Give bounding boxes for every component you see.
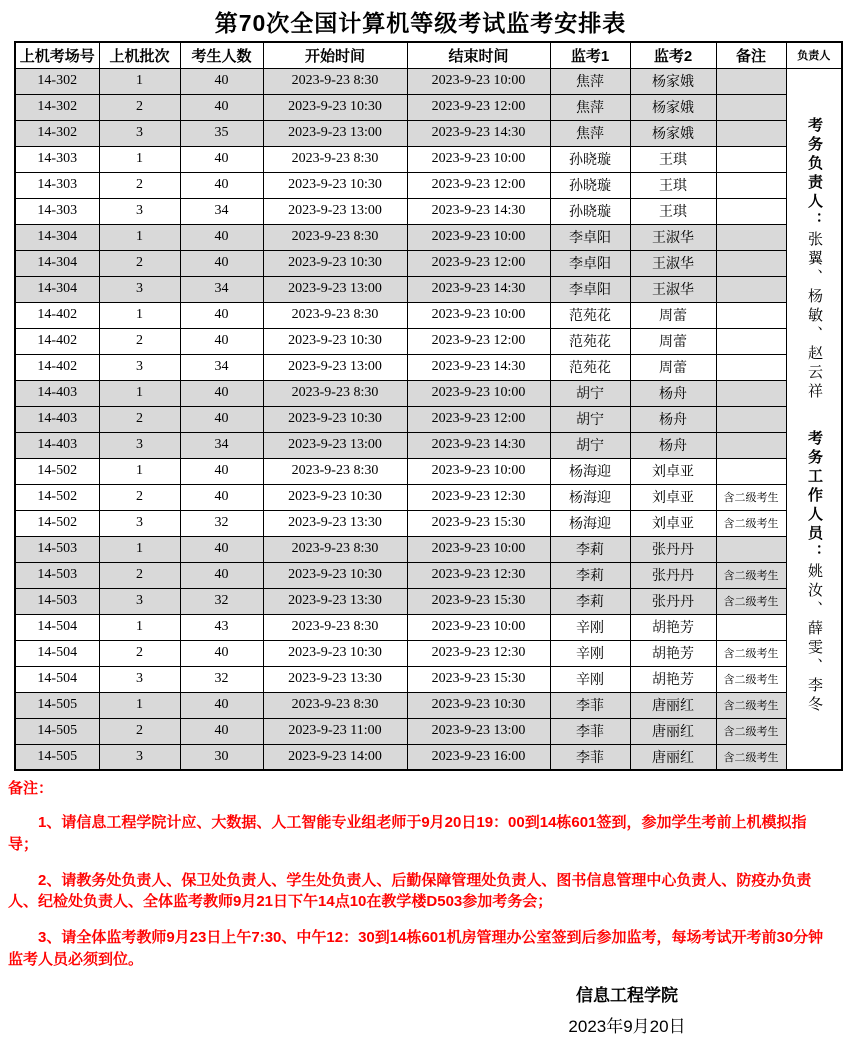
responsible-group1-label: 考务负责人： [806, 117, 823, 232]
cell-start-time: 2023-9-23 8:30 [263, 692, 407, 718]
cell-end-time: 2023-9-23 15:30 [407, 666, 550, 692]
cell-remark [716, 458, 786, 484]
cell-invigilator2: 唐丽红 [630, 744, 716, 770]
cell-count: 40 [180, 328, 263, 354]
table-header-row [15, 42, 842, 68]
cell-batch: 3 [99, 354, 180, 380]
responsible-cell [786, 68, 842, 770]
cell-start-time: 2023-9-23 8:30 [263, 68, 407, 94]
cell-start-time: 2023-9-23 8:30 [263, 146, 407, 172]
cell-room: 14-304 [15, 276, 99, 302]
cell-invigilator1: 孙晓璇 [550, 172, 630, 198]
cell-end-time: 2023-9-23 14:30 [407, 354, 550, 380]
cell-count: 32 [180, 588, 263, 614]
header-end-time: 结束时间 [407, 42, 550, 68]
cell-batch: 3 [99, 510, 180, 536]
cell-end-time: 2023-9-23 10:00 [407, 224, 550, 250]
cell-end-time: 2023-9-23 12:30 [407, 640, 550, 666]
header-invigilator2: 监考2 [630, 42, 716, 68]
cell-room: 14-402 [15, 354, 99, 380]
cell-remark [716, 120, 786, 146]
cell-room: 14-505 [15, 692, 99, 718]
cell-batch: 3 [99, 276, 180, 302]
cell-batch: 1 [99, 224, 180, 250]
cell-invigilator1: 孙晓璇 [550, 146, 630, 172]
cell-end-time: 2023-9-23 12:30 [407, 484, 550, 510]
cell-room: 14-504 [15, 666, 99, 692]
note-item-3: 3、请全体监考教师9月23日上午7:30、中午12：30到14栋601机房管理办公室签到后参加监考，每场考试开考前30分钟监考人员必须到位。 [8, 929, 824, 968]
cell-count: 40 [180, 250, 263, 276]
cell-invigilator2: 王淑华 [630, 250, 716, 276]
cell-batch: 2 [99, 640, 180, 666]
cell-invigilator1: 焦萍 [550, 120, 630, 146]
cell-batch: 2 [99, 172, 180, 198]
header-count: 考生人数 [180, 42, 263, 68]
cell-start-time: 2023-9-23 10:30 [263, 640, 407, 666]
cell-end-time: 2023-9-23 10:00 [407, 146, 550, 172]
cell-end-time: 2023-9-23 12:30 [407, 562, 550, 588]
cell-batch: 1 [99, 146, 180, 172]
table-row [15, 380, 842, 406]
table-row [15, 510, 842, 536]
cell-invigilator1: 范苑花 [550, 302, 630, 328]
cell-start-time: 2023-9-23 8:30 [263, 536, 407, 562]
header-batch: 上机批次 [99, 42, 180, 68]
notes-section [8, 777, 833, 971]
cell-end-time: 2023-9-23 14:30 [407, 120, 550, 146]
cell-count: 34 [180, 354, 263, 380]
cell-remark [716, 198, 786, 224]
cell-room: 14-304 [15, 250, 99, 276]
cell-invigilator2: 杨家娥 [630, 120, 716, 146]
cell-invigilator1: 李莉 [550, 562, 630, 588]
cell-start-time: 2023-9-23 14:00 [263, 744, 407, 770]
table-row [15, 328, 842, 354]
cell-count: 43 [180, 614, 263, 640]
page-title: 第70次全国计算机等级考试监考安排表 [214, 10, 627, 36]
header-responsible: 负责人 [786, 42, 842, 68]
cell-invigilator2: 唐丽红 [630, 692, 716, 718]
cell-batch: 1 [99, 68, 180, 94]
cell-end-time: 2023-9-23 10:00 [407, 68, 550, 94]
schedule-table [14, 41, 843, 771]
cell-room: 14-302 [15, 120, 99, 146]
table-row [15, 536, 842, 562]
cell-invigilator1: 辛刚 [550, 640, 630, 666]
cell-invigilator2: 唐丽红 [630, 718, 716, 744]
cell-start-time: 2023-9-23 8:30 [263, 380, 407, 406]
cell-end-time: 2023-9-23 15:30 [407, 588, 550, 614]
responsible-vertical-text [806, 117, 823, 715]
header-room: 上机考场号 [15, 42, 99, 68]
cell-invigilator2: 杨舟 [630, 432, 716, 458]
cell-invigilator2: 周蕾 [630, 302, 716, 328]
cell-invigilator1: 李莉 [550, 536, 630, 562]
cell-end-time: 2023-9-23 10:00 [407, 614, 550, 640]
cell-room: 14-304 [15, 224, 99, 250]
cell-remark [716, 354, 786, 380]
cell-batch: 1 [99, 614, 180, 640]
signature-date: 2023年9月20日 [568, 1016, 686, 1036]
cell-batch: 1 [99, 302, 180, 328]
signature-block [462, 981, 792, 1037]
cell-remark: 含二级考生 [716, 588, 786, 614]
cell-room: 14-504 [15, 614, 99, 640]
cell-count: 40 [180, 146, 263, 172]
cell-invigilator1: 孙晓璇 [550, 198, 630, 224]
cell-count: 34 [180, 276, 263, 302]
table-row [15, 562, 842, 588]
cell-invigilator1: 李莉 [550, 588, 630, 614]
cell-count: 40 [180, 94, 263, 120]
cell-end-time: 2023-9-23 10:00 [407, 536, 550, 562]
table-row [15, 172, 842, 198]
table-row [15, 666, 842, 692]
cell-count: 40 [180, 536, 263, 562]
cell-start-time: 2023-9-23 13:00 [263, 120, 407, 146]
cell-invigilator1: 李菲 [550, 692, 630, 718]
table-row [15, 614, 842, 640]
cell-batch: 2 [99, 94, 180, 120]
table-row [15, 146, 842, 172]
cell-start-time: 2023-9-23 13:00 [263, 354, 407, 380]
cell-room: 14-303 [15, 198, 99, 224]
cell-room: 14-502 [15, 458, 99, 484]
cell-count: 40 [180, 406, 263, 432]
cell-invigilator2: 周蕾 [630, 354, 716, 380]
cell-remark [716, 276, 786, 302]
cell-remark: 含二级考生 [716, 510, 786, 536]
table-row [15, 354, 842, 380]
cell-remark: 含二级考生 [716, 666, 786, 692]
cell-start-time: 2023-9-23 10:30 [263, 406, 407, 432]
cell-count: 35 [180, 120, 263, 146]
cell-batch: 3 [99, 198, 180, 224]
cell-room: 14-505 [15, 718, 99, 744]
cell-count: 40 [180, 302, 263, 328]
cell-invigilator2: 刘卓亚 [630, 484, 716, 510]
cell-count: 40 [180, 562, 263, 588]
responsible-group2-names: 姚汝、薛雯、李冬 [806, 563, 823, 716]
cell-end-time: 2023-9-23 10:00 [407, 302, 550, 328]
cell-invigilator2: 刘卓亚 [630, 458, 716, 484]
cell-count: 40 [180, 692, 263, 718]
table-row [15, 692, 842, 718]
cell-invigilator1: 李卓阳 [550, 224, 630, 250]
responsible-group1-names: 张翼、杨敏、赵云祥 [806, 231, 823, 403]
cell-remark [716, 432, 786, 458]
cell-room: 14-505 [15, 744, 99, 770]
cell-end-time: 2023-9-23 10:00 [407, 458, 550, 484]
cell-start-time: 2023-9-23 13:30 [263, 666, 407, 692]
table-row [15, 198, 842, 224]
notes-label: 备注： [8, 780, 54, 797]
cell-remark [716, 302, 786, 328]
cell-invigilator1: 杨海迎 [550, 458, 630, 484]
cell-room: 14-502 [15, 510, 99, 536]
cell-end-time: 2023-9-23 12:00 [407, 328, 550, 354]
cell-end-time: 2023-9-23 14:30 [407, 432, 550, 458]
cell-invigilator2: 刘卓亚 [630, 510, 716, 536]
cell-remark [716, 614, 786, 640]
cell-batch: 2 [99, 718, 180, 744]
cell-room: 14-302 [15, 94, 99, 120]
cell-count: 40 [180, 224, 263, 250]
cell-start-time: 2023-9-23 13:30 [263, 510, 407, 536]
cell-invigilator2: 胡艳芳 [630, 614, 716, 640]
cell-batch: 2 [99, 328, 180, 354]
cell-start-time: 2023-9-23 8:30 [263, 458, 407, 484]
table-row [15, 458, 842, 484]
cell-count: 40 [180, 68, 263, 94]
cell-end-time: 2023-9-23 16:00 [407, 744, 550, 770]
table-row [15, 302, 842, 328]
cell-invigilator1: 胡宁 [550, 432, 630, 458]
cell-batch: 3 [99, 588, 180, 614]
cell-start-time: 2023-9-23 13:30 [263, 588, 407, 614]
note-item-2: 2、请教务处负责人、保卫处负责人、学生处负责人、后勤保障管理处负责人、图书信息管理中心负责人、防疫办负责人、纪检处负责人、全体监考教师9月21日下午14点10在教学楼D503参加考务会； [8, 871, 812, 911]
cell-end-time: 2023-9-23 13:00 [407, 718, 550, 744]
cell-invigilator2: 周蕾 [630, 328, 716, 354]
cell-end-time: 2023-9-23 15:30 [407, 510, 550, 536]
cell-room: 14-503 [15, 588, 99, 614]
table-body [15, 68, 842, 770]
cell-start-time: 2023-9-23 10:30 [263, 94, 407, 120]
cell-start-time: 2023-9-23 11:00 [263, 718, 407, 744]
cell-count: 32 [180, 510, 263, 536]
table-row [15, 744, 842, 770]
cell-end-time: 2023-9-23 12:00 [407, 172, 550, 198]
cell-start-time: 2023-9-23 10:30 [263, 562, 407, 588]
cell-remark [716, 94, 786, 120]
cell-invigilator1: 焦萍 [550, 94, 630, 120]
cell-start-time: 2023-9-23 8:30 [263, 224, 407, 250]
note-item-1: 1、请信息工程学院计应、大数据、人工智能专业组老师于9月20日19：00到14栋601签到，参加学生考前上机模拟指导； [8, 814, 807, 853]
cell-batch: 2 [99, 250, 180, 276]
table-row [15, 94, 842, 120]
cell-invigilator2: 张丹丹 [630, 536, 716, 562]
cell-start-time: 2023-9-23 13:00 [263, 432, 407, 458]
cell-end-time: 2023-9-23 12:00 [407, 406, 550, 432]
cell-room: 14-302 [15, 68, 99, 94]
cell-invigilator1: 胡宁 [550, 406, 630, 432]
table-row [15, 250, 842, 276]
cell-remark: 含二级考生 [716, 744, 786, 770]
cell-batch: 3 [99, 666, 180, 692]
cell-count: 32 [180, 666, 263, 692]
cell-start-time: 2023-9-23 10:30 [263, 328, 407, 354]
header-start-time: 开始时间 [263, 42, 407, 68]
cell-invigilator1: 范苑花 [550, 354, 630, 380]
cell-invigilator1: 辛刚 [550, 666, 630, 692]
table-row [15, 432, 842, 458]
cell-invigilator2: 王琪 [630, 146, 716, 172]
cell-invigilator2: 王琪 [630, 172, 716, 198]
cell-room: 14-402 [15, 328, 99, 354]
cell-count: 40 [180, 718, 263, 744]
cell-end-time: 2023-9-23 14:30 [407, 276, 550, 302]
cell-end-time: 2023-9-23 12:00 [407, 250, 550, 276]
cell-room: 14-403 [15, 432, 99, 458]
cell-invigilator1: 李卓阳 [550, 250, 630, 276]
cell-start-time: 2023-9-23 8:30 [263, 614, 407, 640]
cell-invigilator2: 胡艳芳 [630, 666, 716, 692]
responsible-group2-label: 考务工作人员： [806, 430, 823, 564]
cell-batch: 3 [99, 744, 180, 770]
cell-start-time: 2023-9-23 8:30 [263, 302, 407, 328]
table-row [15, 224, 842, 250]
cell-start-time: 2023-9-23 10:30 [263, 172, 407, 198]
cell-count: 40 [180, 484, 263, 510]
cell-batch: 1 [99, 692, 180, 718]
cell-count: 40 [180, 380, 263, 406]
cell-invigilator2: 杨舟 [630, 380, 716, 406]
cell-remark [716, 224, 786, 250]
cell-count: 40 [180, 172, 263, 198]
cell-batch: 1 [99, 458, 180, 484]
cell-room: 14-504 [15, 640, 99, 666]
cell-remark [716, 536, 786, 562]
cell-invigilator2: 王淑华 [630, 224, 716, 250]
cell-invigilator2: 胡艳芳 [630, 640, 716, 666]
cell-invigilator1: 杨海迎 [550, 484, 630, 510]
cell-invigilator2: 杨舟 [630, 406, 716, 432]
cell-start-time: 2023-9-23 10:30 [263, 484, 407, 510]
cell-room: 14-403 [15, 406, 99, 432]
cell-remark: 含二级考生 [716, 718, 786, 744]
table-row [15, 484, 842, 510]
cell-start-time: 2023-9-23 10:30 [263, 250, 407, 276]
header-invigilator1: 监考1 [550, 42, 630, 68]
cell-invigilator1: 李菲 [550, 718, 630, 744]
table-row [15, 718, 842, 744]
table-row [15, 640, 842, 666]
cell-remark [716, 328, 786, 354]
cell-remark: 含二级考生 [716, 692, 786, 718]
table-row [15, 120, 842, 146]
cell-invigilator1: 杨海迎 [550, 510, 630, 536]
cell-invigilator1: 辛刚 [550, 614, 630, 640]
cell-invigilator2: 张丹丹 [630, 562, 716, 588]
cell-invigilator1: 范苑花 [550, 328, 630, 354]
cell-batch: 3 [99, 120, 180, 146]
cell-remark [716, 68, 786, 94]
table-row [15, 276, 842, 302]
cell-batch: 2 [99, 484, 180, 510]
cell-end-time: 2023-9-23 10:00 [407, 380, 550, 406]
cell-room: 14-303 [15, 172, 99, 198]
cell-end-time: 2023-9-23 14:30 [407, 198, 550, 224]
cell-remark [716, 172, 786, 198]
cell-remark: 含二级考生 [716, 562, 786, 588]
document-page [0, 5, 841, 1036]
cell-invigilator1: 李菲 [550, 744, 630, 770]
cell-invigilator2: 张丹丹 [630, 588, 716, 614]
cell-invigilator1: 焦萍 [550, 68, 630, 94]
cell-remark: 含二级考生 [716, 640, 786, 666]
cell-invigilator2: 杨家娥 [630, 68, 716, 94]
cell-invigilator1: 李卓阳 [550, 276, 630, 302]
cell-batch: 2 [99, 406, 180, 432]
cell-remark: 含二级考生 [716, 484, 786, 510]
cell-invigilator1: 胡宁 [550, 380, 630, 406]
cell-invigilator2: 王淑华 [630, 276, 716, 302]
header-remark: 备注 [716, 42, 786, 68]
cell-batch: 2 [99, 562, 180, 588]
cell-room: 14-402 [15, 302, 99, 328]
table-row [15, 406, 842, 432]
cell-end-time: 2023-9-23 10:30 [407, 692, 550, 718]
cell-count: 40 [180, 458, 263, 484]
cell-start-time: 2023-9-23 13:00 [263, 276, 407, 302]
table-row [15, 588, 842, 614]
cell-count: 34 [180, 432, 263, 458]
cell-room: 14-303 [15, 146, 99, 172]
cell-room: 14-503 [15, 562, 99, 588]
cell-batch: 3 [99, 432, 180, 458]
cell-count: 34 [180, 198, 263, 224]
cell-invigilator2: 杨家娥 [630, 94, 716, 120]
cell-count: 40 [180, 640, 263, 666]
cell-room: 14-502 [15, 484, 99, 510]
cell-remark [716, 250, 786, 276]
cell-room: 14-503 [15, 536, 99, 562]
signature-org: 信息工程学院 [576, 985, 678, 1005]
cell-invigilator2: 王琪 [630, 198, 716, 224]
cell-batch: 1 [99, 536, 180, 562]
cell-batch: 1 [99, 380, 180, 406]
cell-remark [716, 380, 786, 406]
cell-count: 30 [180, 744, 263, 770]
cell-end-time: 2023-9-23 12:00 [407, 94, 550, 120]
cell-remark [716, 146, 786, 172]
cell-start-time: 2023-9-23 13:00 [263, 198, 407, 224]
cell-room: 14-403 [15, 380, 99, 406]
table-row [15, 68, 842, 94]
cell-remark [716, 406, 786, 432]
